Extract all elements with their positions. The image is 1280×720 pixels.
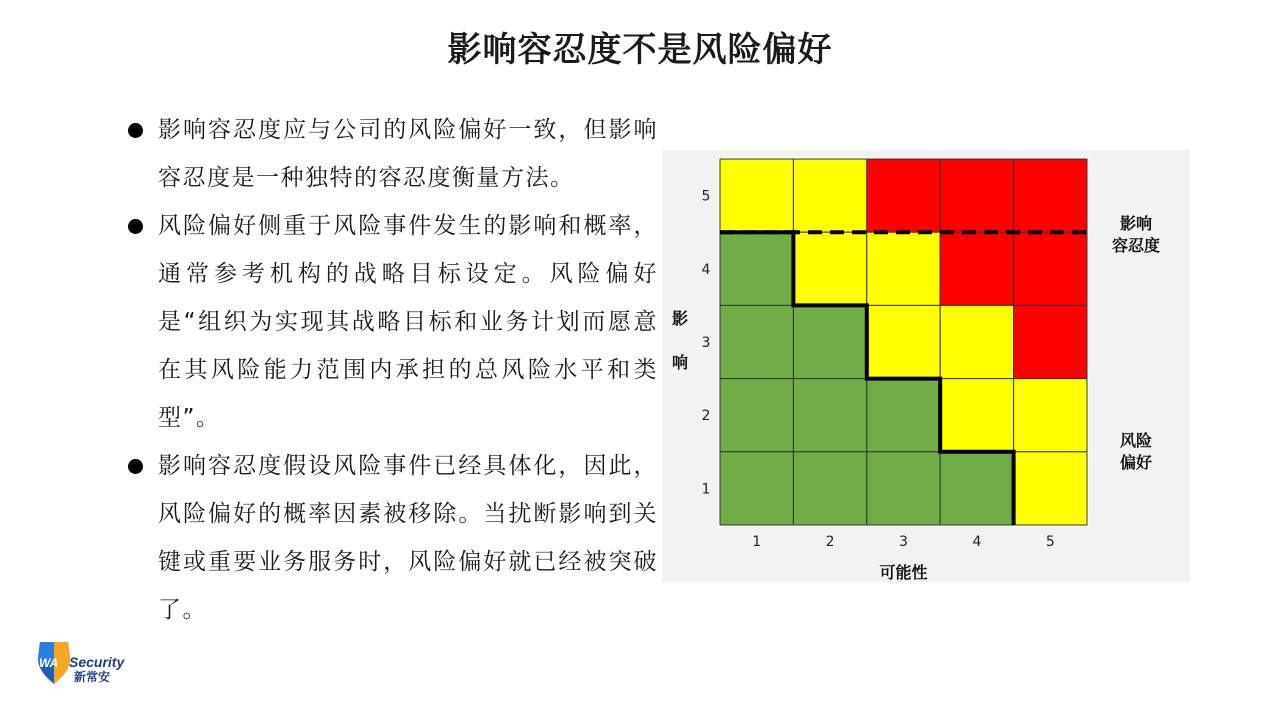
brand-logo [36,640,136,686]
bullet-item [128,202,658,442]
heatmap-cell [1014,379,1087,452]
svg-text:Security: Security [69,654,125,670]
y-axis-label: 影 [671,309,689,328]
heatmap-cell [793,452,866,525]
impact-tolerance-label: 容忍度 [1111,236,1161,255]
heatmap-cell [793,379,866,452]
y-tick-label: 3 [701,335,711,351]
y-tick-label: 4 [701,261,711,278]
risk-appetite-label: 偏好 [1119,453,1153,472]
heatmap-cell [867,379,940,452]
heatmap-cell [940,305,1013,378]
bullet-list [128,106,658,634]
heatmap-cell [867,452,940,525]
bullet-text: 影响容忍度假设风险事件已经具体化，因此，风险偏好的概率因素被移除。当扰断影响到关键或重要业务服务时，风险偏好就已经被突破了。 [158,453,658,623]
bullet-item [128,442,658,634]
impact-tolerance-label: 影响 [1119,214,1153,233]
heatmap-cell [940,159,1013,232]
heatmap-cell [1014,452,1087,525]
risk-appetite-label: 风险 [1119,431,1153,450]
bullet-dot-icon [128,123,143,138]
heatmap-cell [720,159,793,232]
risk-heatmap [662,150,1190,582]
slide-title: 影响容忍度不是风险偏好 [447,30,833,70]
heatmap-cell [720,305,793,378]
heatmap-cell [793,305,866,378]
heatmap-cell [1014,232,1087,305]
bullet-item [128,106,658,202]
x-tick-label: 5 [1045,534,1055,550]
x-tick-label: 4 [972,534,982,550]
y-tick-label: 5 [701,188,711,205]
bullet-dot-icon [128,219,143,234]
heatmap-cell [720,452,793,525]
x-tick-label: 3 [899,534,908,550]
bullet-dot-icon [128,459,143,474]
heatmap-cell [940,232,1013,305]
heatmap-cell [940,452,1013,525]
y-tick-label: 1 [701,481,711,498]
heatmap-cell [1014,305,1087,378]
shield-icon [36,640,136,686]
heatmap-cell [1014,159,1087,232]
heatmap-cell [867,305,940,378]
y-tick-label: 2 [701,408,711,425]
heatmap-cell [720,379,793,452]
heatmap-cell [793,232,866,305]
svg-text:新常安: 新常安 [74,670,111,684]
y-axis-label: 响 [671,353,689,372]
heatmap-cell [793,159,866,232]
risk-heatmap-panel [662,150,1190,582]
heatmap-cell [940,379,1013,452]
heatmap-cell [720,232,793,305]
x-axis-label: 可能性 [879,563,928,582]
x-tick-label: 1 [752,534,762,550]
heatmap-cell [867,159,940,232]
heatmap-cell [867,232,940,305]
bullet-text: 影响容忍度应与公司的风险偏好一致，但影响容忍度是一种独特的容忍度衡量方法。 [158,117,658,191]
bullet-text: 风险偏好侧重于风险事件发生的影响和概率，通常参考机构的战略目标设定。风险偏好是“组织为实现其战略目标和业务计划而愿意在其风险能力范围内承担的总风险水平和类型”。 [158,213,658,431]
svg-text:WA: WA [39,656,59,670]
x-tick-label: 2 [825,534,835,550]
